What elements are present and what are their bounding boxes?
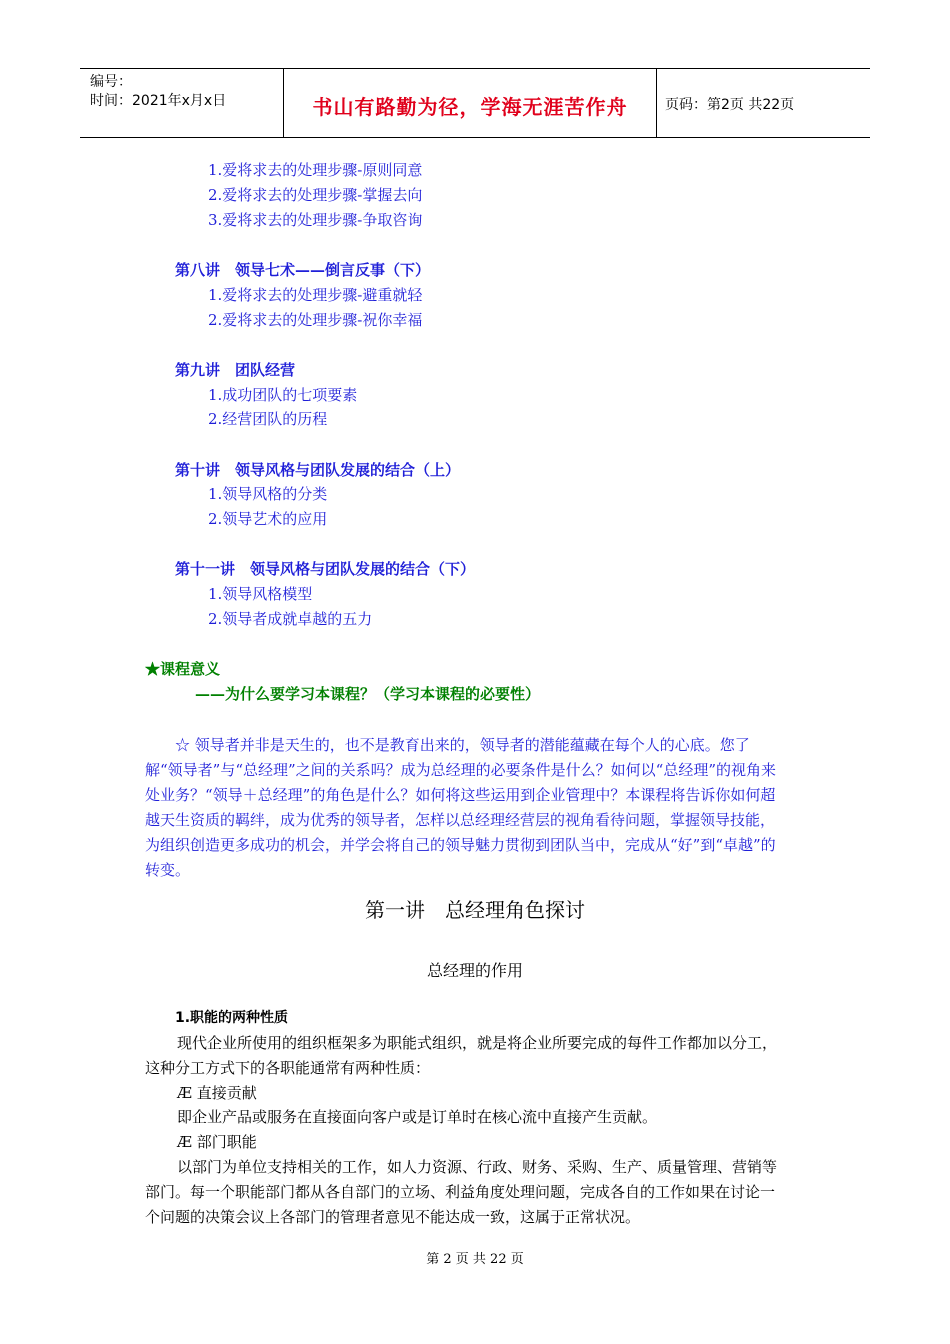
outline-item: 1.爱将求去的处理步骤-避重就轻	[208, 286, 423, 304]
outline-item: 3.爱将求去的处理步骤-争取咨询	[208, 211, 423, 229]
header-divider-right	[656, 69, 657, 137]
header-motto: 书山有路勤为径，学海无涯苦作舟	[312, 95, 628, 119]
outline-item: 2.爱将求去的处理步骤-祝你幸福	[208, 311, 423, 329]
header-meta	[90, 73, 226, 111]
header-page-info: 页码：第2页 共22页	[665, 97, 795, 113]
page-footer: 第 2 页 共 22 页	[426, 1252, 524, 1267]
body-paragraph: 即企业产品或服务在直接面向客户或是订单时在核心流中直接产生贡献。	[177, 1108, 658, 1126]
outline-item: 2.领导艺术的应用	[208, 510, 328, 528]
outline-item: 2.领导者成就卓越的五力	[208, 610, 373, 628]
subsection-title: 1.职能的两种性质	[175, 1010, 289, 1026]
lecture-title-9: 第九讲 团队经营	[175, 361, 296, 379]
page-header	[80, 68, 870, 138]
section-title: 总经理的作用	[426, 961, 523, 980]
body-paragraph-intro: 现代企业所使用的组织框架多为职能式组织，就是将企业所要完成的每件工作都加以分工，这种分工方式下的各职能通常有两种性质：	[145, 1034, 778, 1077]
outline-item: 1.领导风格模型	[208, 585, 313, 603]
lecture-title-10: 第十讲 领导风格与团队发展的结合（上）	[175, 461, 461, 479]
outline-item: 2.爱将求去的处理步骤-掌握去向	[208, 186, 423, 204]
significance-subheading: ——为什么要学习本课程？（学习本课程的必要性）	[195, 685, 541, 703]
significance-paragraph: ☆ 领导者并非是天生的，也不是教育出来的，领导者的潜能蕴藏在每个人的心底。您了解“领导者”与“总经理”之间的关系吗？成为总经理的必要条件是什么？如何以“总经理”的视角来处业务？“领导＋总经理”的角色是什么？如何将这些运用到企业管理中？本课程将告诉你如何超越天生资质的羁绊，成为优秀的领导者，怎样以总经理经营层的视角看待问题，掌握领导技能，为组织创造更多成功的机会，并学会将自己的领导魅力贯彻到团队当中，完成从“好”到“卓越”的转变。	[145, 736, 777, 879]
outline-item: 2.经营团队的历程	[208, 410, 328, 428]
outline-item: 1.成功团队的七项要素	[208, 386, 358, 404]
lecture-title-11: 第十一讲 领导风格与团队发展的结合（下）	[175, 560, 476, 578]
body-paragraph: 以部门为单位支持相关的工作，如人力资源、行政、财务、采购、生产、质量管理、营销等部门。每一个职能部门都从各自部门的立场、利益角度处理问题，完成各自的工作如果在讨论一个问题的决策会议上各部门的管理者意见不能达成一致，这属于正常状况。	[145, 1158, 778, 1226]
significance-heading: ★课程意义	[145, 660, 221, 678]
lecture-1-title: 第一讲 总经理角色探讨	[365, 898, 585, 922]
header-date-label: 时间：2021年x月x日	[90, 93, 227, 109]
header-number-label: 编号：	[90, 74, 132, 90]
lecture-title-8: 第八讲 领导七术——倒言反事（下）	[175, 261, 431, 279]
bullet-department-function: Æ 部门职能	[177, 1133, 257, 1151]
outline-item: 1.领导风格的分类	[208, 485, 328, 503]
outline-item: 1.爱将求去的处理步骤-原则同意	[208, 161, 423, 179]
bullet-direct-contribution: Æ 直接贡献	[177, 1084, 257, 1102]
